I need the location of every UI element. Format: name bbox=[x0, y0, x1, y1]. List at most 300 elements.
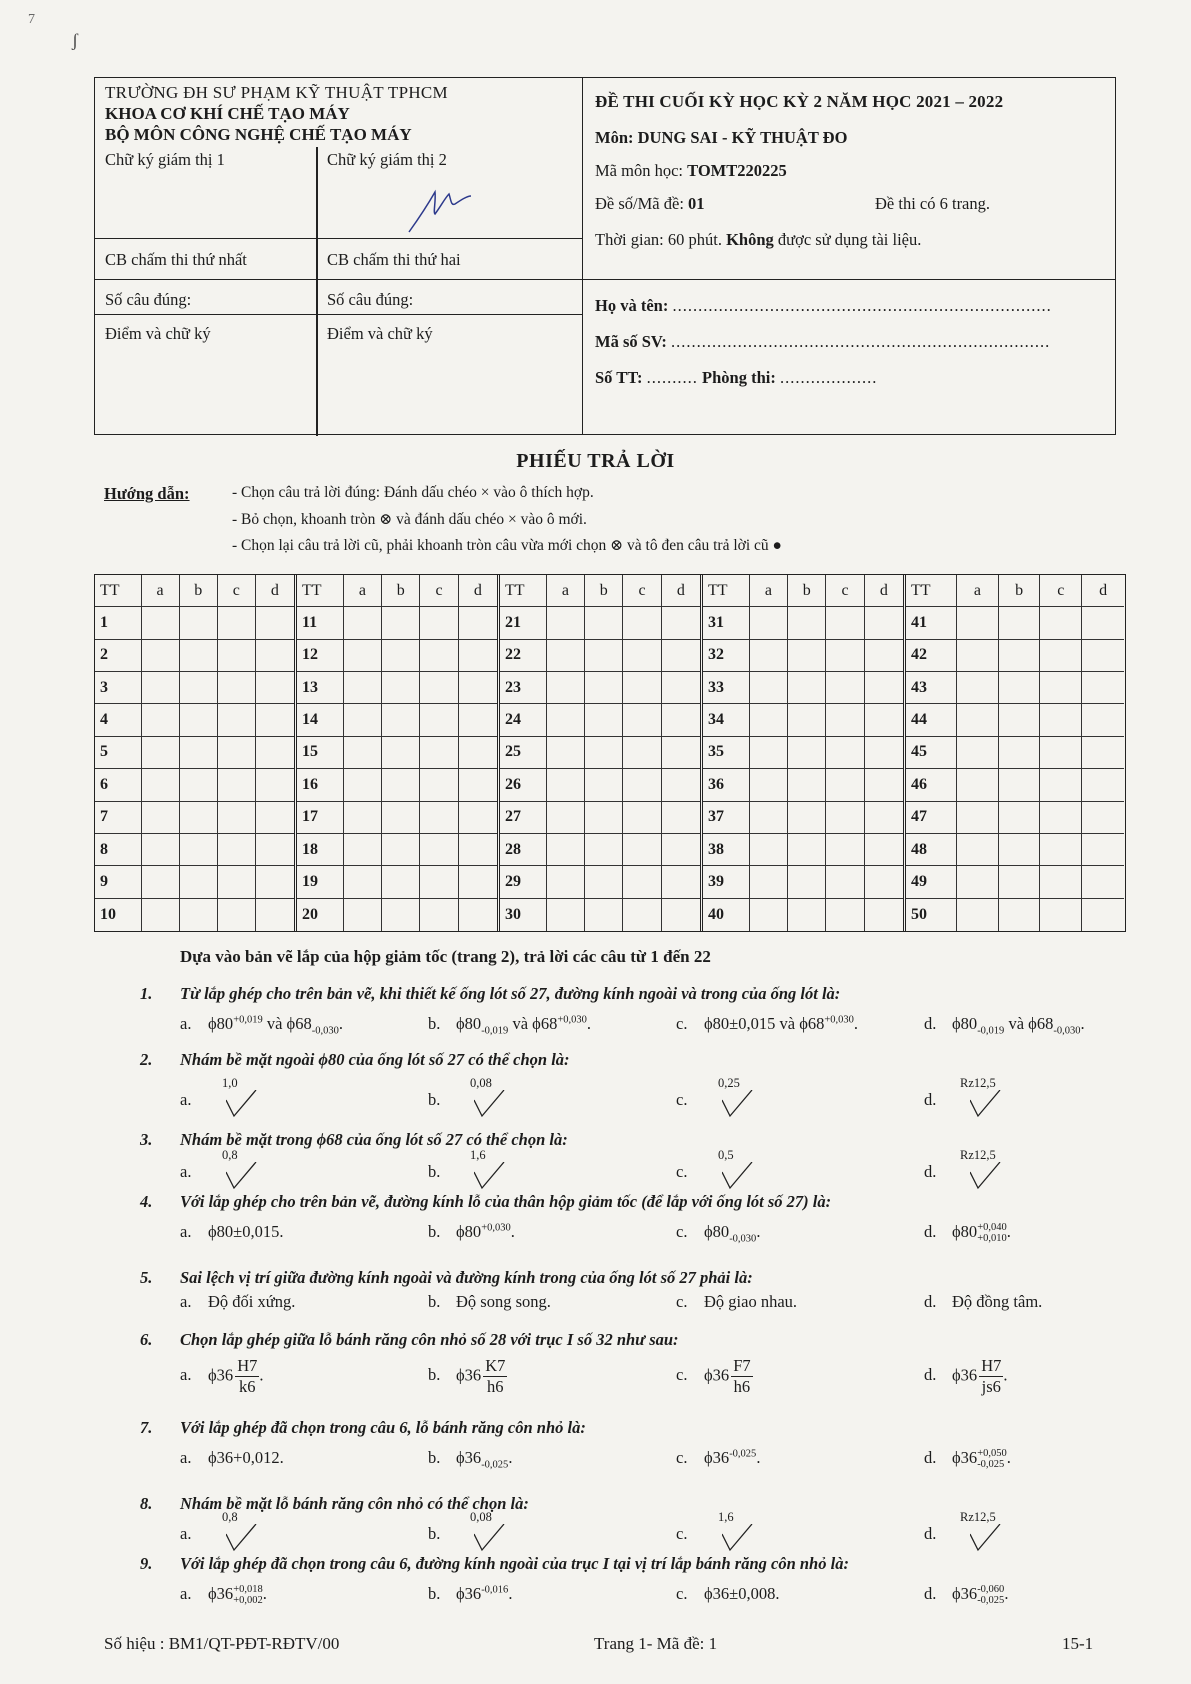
option-label: b. bbox=[428, 1089, 441, 1109]
answer-cell-a[interactable] bbox=[547, 899, 585, 931]
answer-cell-a[interactable] bbox=[750, 704, 788, 735]
option-label: c. bbox=[676, 1523, 688, 1543]
answer-cell-c[interactable] bbox=[420, 769, 458, 800]
q7-option-d[interactable] bbox=[924, 1448, 1011, 1470]
answer-cell-d[interactable] bbox=[662, 866, 700, 897]
answer-cell-b[interactable] bbox=[788, 704, 826, 735]
answer-row bbox=[95, 672, 294, 704]
answer-cell-b[interactable] bbox=[999, 802, 1041, 833]
q3-option-c[interactable] bbox=[676, 1148, 762, 1192]
answer-cell-b[interactable] bbox=[788, 866, 826, 897]
answer-cell-d[interactable] bbox=[1082, 769, 1124, 800]
answer-cell-a[interactable] bbox=[957, 866, 999, 897]
answer-cell-c[interactable] bbox=[1040, 640, 1082, 671]
answer-cell-b[interactable] bbox=[382, 769, 420, 800]
answer-cell-c[interactable] bbox=[218, 866, 256, 897]
answer-cell-c[interactable] bbox=[826, 769, 864, 800]
answer-cell-c[interactable] bbox=[1040, 607, 1082, 638]
answer-cell-c[interactable] bbox=[1040, 866, 1082, 897]
q1-option-c[interactable] bbox=[676, 1014, 858, 1034]
answer-cell-c[interactable] bbox=[826, 866, 864, 897]
q9-option-b[interactable] bbox=[428, 1584, 512, 1604]
answer-cell-b[interactable] bbox=[788, 672, 826, 703]
q6-option-a[interactable]: a. ϕ36 $\frac{H7}{k6}$ . bbox=[180, 1356, 264, 1396]
q4-option-d[interactable] bbox=[924, 1222, 1011, 1244]
answer-cell-c[interactable] bbox=[826, 672, 864, 703]
answer-cell-a[interactable] bbox=[344, 866, 382, 897]
answer-cell-d[interactable] bbox=[459, 802, 497, 833]
answer-cell-d[interactable] bbox=[865, 704, 903, 735]
answer-cell-b[interactable] bbox=[180, 899, 218, 931]
answer-cell-b[interactable] bbox=[382, 737, 420, 768]
answer-cell-c[interactable] bbox=[420, 834, 458, 865]
answer-cell-c[interactable] bbox=[218, 802, 256, 833]
answer-cell-d[interactable] bbox=[1082, 607, 1124, 638]
option-text: ϕ80±0,015 và ϕ68 bbox=[704, 1014, 825, 1033]
question-number-cell: 38 bbox=[703, 834, 750, 865]
faculty-name: KHOA CƠ KHÍ CHẾ TẠO MÁY bbox=[105, 104, 350, 123]
answer-cell-c[interactable] bbox=[826, 607, 864, 638]
question-3 bbox=[140, 1130, 568, 1150]
q5-option-d[interactable] bbox=[924, 1292, 1042, 1312]
answer-cell-c[interactable] bbox=[218, 704, 256, 735]
answer-cell-c[interactable] bbox=[218, 899, 256, 931]
answer-cell-b[interactable] bbox=[180, 802, 218, 833]
answer-cell-a[interactable] bbox=[547, 769, 585, 800]
answer-cell-d[interactable] bbox=[459, 672, 497, 703]
answer-cell-a[interactable] bbox=[547, 834, 585, 865]
answer-cell-c[interactable] bbox=[623, 769, 661, 800]
answer-cell-a[interactable] bbox=[750, 899, 788, 931]
answer-cell-b[interactable] bbox=[180, 769, 218, 800]
answer-cell-b[interactable] bbox=[585, 802, 623, 833]
question-number-cell: 13 bbox=[297, 672, 344, 703]
answer-cell-b[interactable] bbox=[788, 640, 826, 671]
answer-cell-c[interactable] bbox=[420, 866, 458, 897]
answer-cell-a[interactable] bbox=[142, 866, 180, 897]
upper-deviation: -0,016 bbox=[481, 1584, 509, 1596]
answer-cell-d[interactable] bbox=[865, 607, 903, 638]
question-number: 5. bbox=[140, 1268, 153, 1287]
answer-cell-d[interactable] bbox=[865, 737, 903, 768]
answer-cell-a[interactable] bbox=[957, 834, 999, 865]
upper-deviation: +0,030 bbox=[824, 1014, 854, 1026]
q4-option-c[interactable] bbox=[676, 1222, 760, 1244]
answer-cell-d[interactable] bbox=[1082, 802, 1124, 833]
question-number-cell: 15 bbox=[297, 737, 344, 768]
option-label: a. bbox=[180, 1014, 192, 1033]
answer-cell-a[interactable] bbox=[957, 640, 999, 671]
answer-cell-c[interactable] bbox=[826, 737, 864, 768]
q4-option-b[interactable] bbox=[428, 1222, 515, 1242]
answer-cell-d[interactable] bbox=[865, 802, 903, 833]
roughness-symbol-icon bbox=[704, 1510, 762, 1554]
answer-cell-c[interactable] bbox=[218, 769, 256, 800]
answer-cell-b[interactable] bbox=[999, 704, 1041, 735]
answer-cell-c[interactable] bbox=[218, 640, 256, 671]
answer-cell-b[interactable] bbox=[999, 607, 1041, 638]
answer-cell-c[interactable] bbox=[420, 704, 458, 735]
q9-option-c[interactable] bbox=[676, 1584, 780, 1604]
answer-cell-d[interactable] bbox=[662, 704, 700, 735]
answer-cell-d[interactable] bbox=[662, 802, 700, 833]
answer-cell-a[interactable] bbox=[957, 802, 999, 833]
answer-cell-d[interactable] bbox=[256, 640, 294, 671]
q5-option-a[interactable] bbox=[180, 1292, 295, 1312]
answer-cell-c[interactable] bbox=[623, 899, 661, 931]
answer-cell-c[interactable] bbox=[420, 802, 458, 833]
answer-cell-c[interactable] bbox=[420, 607, 458, 638]
answer-cell-b[interactable] bbox=[180, 704, 218, 735]
answer-cell-c[interactable] bbox=[826, 704, 864, 735]
option-text: . bbox=[510, 1222, 515, 1241]
answer-cell-d[interactable] bbox=[1082, 834, 1124, 865]
q2-option-a[interactable] bbox=[180, 1076, 266, 1120]
answer-cell-a[interactable] bbox=[957, 769, 999, 800]
answer-row bbox=[297, 866, 497, 898]
answer-cell-d[interactable] bbox=[1082, 737, 1124, 768]
answer-cell-d[interactable] bbox=[459, 866, 497, 897]
q4-option-a[interactable] bbox=[180, 1222, 284, 1242]
answer-cell-d[interactable] bbox=[1082, 704, 1124, 735]
answer-cell-b[interactable] bbox=[585, 672, 623, 703]
option-text: . bbox=[853, 1014, 859, 1033]
answer-cell-c[interactable] bbox=[420, 737, 458, 768]
answer-cell-c[interactable] bbox=[623, 640, 661, 671]
column-header-c: c bbox=[420, 575, 458, 606]
answer-cell-d[interactable] bbox=[662, 737, 700, 768]
answer-cell-c[interactable] bbox=[218, 607, 256, 638]
answer-cell-a[interactable] bbox=[957, 704, 999, 735]
answer-cell-d[interactable] bbox=[662, 769, 700, 800]
answer-cell-a[interactable] bbox=[750, 672, 788, 703]
q1-option-b[interactable] bbox=[428, 1014, 591, 1036]
answer-cell-a[interactable] bbox=[750, 640, 788, 671]
q2-option-b[interactable] bbox=[428, 1076, 514, 1120]
answer-cell-a[interactable] bbox=[142, 899, 180, 931]
answer-cell-b[interactable] bbox=[788, 769, 826, 800]
answer-cell-c[interactable] bbox=[218, 834, 256, 865]
option-label: c. bbox=[676, 1584, 688, 1603]
answer-cell-a[interactable] bbox=[142, 640, 180, 671]
answer-cell-c[interactable] bbox=[218, 672, 256, 703]
answer-cell-c[interactable] bbox=[623, 737, 661, 768]
answer-row bbox=[500, 607, 700, 639]
question-number-cell: 33 bbox=[703, 672, 750, 703]
q8-option-b[interactable] bbox=[428, 1510, 514, 1554]
answer-cell-a[interactable] bbox=[344, 834, 382, 865]
answer-cell-d[interactable] bbox=[459, 737, 497, 768]
answer-cell-c[interactable] bbox=[1040, 899, 1082, 931]
answer-cell-d[interactable] bbox=[662, 899, 700, 931]
answer-cell-a[interactable] bbox=[142, 607, 180, 638]
q3-option-b[interactable] bbox=[428, 1148, 514, 1192]
column-header-tt: TT bbox=[500, 575, 547, 606]
answer-cell-a[interactable] bbox=[344, 769, 382, 800]
answer-cell-b[interactable] bbox=[585, 640, 623, 671]
answer-cell-a[interactable] bbox=[750, 769, 788, 800]
answer-cell-b[interactable] bbox=[180, 834, 218, 865]
answer-row bbox=[500, 899, 700, 931]
answer-cell-c[interactable] bbox=[1040, 704, 1082, 735]
answer-cell-b[interactable] bbox=[999, 899, 1041, 931]
answer-cell-a[interactable] bbox=[142, 834, 180, 865]
exam-header bbox=[94, 77, 1116, 435]
answer-cell-a[interactable] bbox=[750, 866, 788, 897]
answer-cell-d[interactable] bbox=[1082, 866, 1124, 897]
answer-cell-b[interactable] bbox=[788, 834, 826, 865]
answer-cell-c[interactable] bbox=[623, 607, 661, 638]
answer-cell-c[interactable] bbox=[218, 737, 256, 768]
answer-cell-b[interactable] bbox=[585, 834, 623, 865]
answer-cell-b[interactable] bbox=[585, 866, 623, 897]
answer-cell-a[interactable] bbox=[344, 802, 382, 833]
answer-cell-b[interactable] bbox=[382, 704, 420, 735]
subject-row bbox=[595, 128, 847, 148]
room-field[interactable]: ................... bbox=[779, 368, 878, 387]
answer-cell-a[interactable] bbox=[344, 737, 382, 768]
answer-cell-d[interactable] bbox=[256, 866, 294, 897]
answer-cell-b[interactable] bbox=[788, 607, 826, 638]
answer-cell-a[interactable] bbox=[547, 672, 585, 703]
answer-cell-a[interactable] bbox=[957, 737, 999, 768]
question-number-cell: 28 bbox=[500, 834, 547, 865]
answer-cell-d[interactable] bbox=[256, 802, 294, 833]
answer-cell-b[interactable] bbox=[180, 640, 218, 671]
question-number-cell: 22 bbox=[500, 640, 547, 671]
q1-option-a[interactable] bbox=[180, 1014, 343, 1036]
answer-cell-a[interactable] bbox=[547, 866, 585, 897]
answer-cell-b[interactable] bbox=[382, 899, 420, 931]
upper-deviation: -0,025 bbox=[729, 1448, 757, 1460]
answer-cell-b[interactable] bbox=[585, 607, 623, 638]
q5-option-c[interactable] bbox=[676, 1292, 797, 1312]
answer-cell-a[interactable] bbox=[142, 737, 180, 768]
answer-cell-d[interactable] bbox=[256, 607, 294, 638]
answer-cell-a[interactable] bbox=[344, 704, 382, 735]
answer-cell-a[interactable] bbox=[344, 607, 382, 638]
question-number-cell: 20 bbox=[297, 899, 344, 931]
answer-cell-b[interactable] bbox=[788, 802, 826, 833]
q8-option-d[interactable] bbox=[924, 1510, 1010, 1554]
answer-cell-d[interactable] bbox=[256, 737, 294, 768]
seat-number-field[interactable]: .......... bbox=[646, 368, 698, 387]
answer-cell-c[interactable] bbox=[826, 802, 864, 833]
question-number-cell: 12 bbox=[297, 640, 344, 671]
answer-row bbox=[297, 802, 497, 834]
q2-option-d[interactable] bbox=[924, 1076, 1010, 1120]
answer-cell-b[interactable] bbox=[999, 834, 1041, 865]
answer-cell-c[interactable] bbox=[826, 834, 864, 865]
answer-cell-a[interactable] bbox=[547, 802, 585, 833]
answer-cell-b[interactable] bbox=[788, 737, 826, 768]
q1-option-d[interactable] bbox=[924, 1014, 1085, 1036]
question-text: Với lắp ghép đã chọn trong câu 6, lỗ bánh răng côn nhỏ là: bbox=[180, 1418, 586, 1437]
column-header-tt: TT bbox=[906, 575, 957, 606]
answer-cell-c[interactable] bbox=[623, 802, 661, 833]
question-number-cell: 43 bbox=[906, 672, 957, 703]
answer-cell-d[interactable] bbox=[256, 769, 294, 800]
roughness-symbol-icon bbox=[208, 1510, 266, 1554]
answer-cell-a[interactable] bbox=[750, 834, 788, 865]
roughness-value: 1,6 bbox=[718, 1510, 734, 1524]
answer-cell-d[interactable] bbox=[1082, 672, 1124, 703]
option-text: ϕ36 bbox=[208, 1584, 234, 1603]
q2-option-c[interactable] bbox=[676, 1076, 762, 1120]
answer-cell-d[interactable] bbox=[459, 704, 497, 735]
option-text: ϕ36 bbox=[456, 1365, 482, 1385]
answer-cell-c[interactable] bbox=[623, 834, 661, 865]
answer-cell-d[interactable] bbox=[256, 704, 294, 735]
answer-cell-b[interactable] bbox=[788, 899, 826, 931]
answer-cell-b[interactable] bbox=[999, 769, 1041, 800]
answer-cell-d[interactable] bbox=[865, 834, 903, 865]
answer-cell-a[interactable] bbox=[547, 704, 585, 735]
q7-option-c[interactable] bbox=[676, 1448, 760, 1468]
q5-option-b[interactable] bbox=[428, 1292, 551, 1312]
answer-cell-d[interactable] bbox=[459, 607, 497, 638]
answer-cell-b[interactable] bbox=[585, 769, 623, 800]
answer-cell-c[interactable] bbox=[1040, 769, 1082, 800]
answer-cell-b[interactable] bbox=[180, 672, 218, 703]
q3-option-d[interactable] bbox=[924, 1148, 1010, 1192]
exam-title: ĐỀ THI CUỐI KỲ HỌC KỲ 2 NĂM HỌC 2021 – 2022 bbox=[595, 92, 1004, 111]
answer-cell-d[interactable] bbox=[1082, 899, 1124, 931]
q6-option-b[interactable] bbox=[428, 1356, 507, 1397]
answer-cell-b[interactable] bbox=[180, 607, 218, 638]
q7-option-a[interactable] bbox=[180, 1448, 284, 1468]
answer-cell-c[interactable] bbox=[420, 672, 458, 703]
student-name-field[interactable]: .......................................................................... bbox=[672, 296, 1052, 315]
answer-cell-d[interactable] bbox=[865, 672, 903, 703]
answer-cell-c[interactable] bbox=[1040, 802, 1082, 833]
answer-cell-a[interactable] bbox=[957, 672, 999, 703]
option-label: a. bbox=[180, 1222, 192, 1241]
answer-cell-a[interactable] bbox=[750, 737, 788, 768]
answer-cell-c[interactable] bbox=[1040, 737, 1082, 768]
answer-cell-c[interactable] bbox=[420, 640, 458, 671]
q9-option-a[interactable] bbox=[180, 1584, 267, 1606]
questions-intro: Dựa vào bản vẽ lắp của hộp giảm tốc (trang 2), trả lời các câu từ 1 đến 22 bbox=[180, 947, 711, 966]
answer-cell-c[interactable] bbox=[1040, 672, 1082, 703]
answer-cell-d[interactable] bbox=[256, 834, 294, 865]
option-text: và ϕ68 bbox=[262, 1014, 312, 1033]
q3-option-a[interactable] bbox=[180, 1148, 266, 1192]
option-label: a. bbox=[180, 1365, 192, 1385]
q9-option-d[interactable] bbox=[924, 1584, 1008, 1606]
fit-fraction bbox=[235, 1356, 259, 1397]
answer-cell-d[interactable] bbox=[256, 672, 294, 703]
answer-cell-b[interactable] bbox=[999, 640, 1041, 671]
answer-cell-a[interactable] bbox=[547, 640, 585, 671]
answer-cell-b[interactable] bbox=[180, 737, 218, 768]
answer-cell-a[interactable] bbox=[957, 899, 999, 931]
answer-cell-a[interactable] bbox=[142, 802, 180, 833]
answer-cell-d[interactable] bbox=[459, 640, 497, 671]
answer-cell-d[interactable] bbox=[662, 834, 700, 865]
answer-cell-b[interactable] bbox=[382, 802, 420, 833]
answer-cell-c[interactable] bbox=[623, 704, 661, 735]
option-text: Độ đồng tâm. bbox=[952, 1292, 1043, 1311]
column-header-c: c bbox=[1040, 575, 1082, 606]
answer-cell-d[interactable] bbox=[662, 640, 700, 671]
answer-cell-d[interactable] bbox=[459, 769, 497, 800]
answer-cell-d[interactable] bbox=[459, 834, 497, 865]
q8-option-a[interactable] bbox=[180, 1510, 266, 1554]
answer-cell-d[interactable] bbox=[256, 899, 294, 931]
question-number-cell: 34 bbox=[703, 704, 750, 735]
answer-cell-b[interactable] bbox=[585, 704, 623, 735]
answer-cell-b[interactable] bbox=[382, 834, 420, 865]
roughness-value: 0,25 bbox=[718, 1076, 740, 1090]
answer-cell-d[interactable] bbox=[865, 640, 903, 671]
answer-cell-a[interactable] bbox=[142, 672, 180, 703]
answer-cell-d[interactable] bbox=[865, 769, 903, 800]
answer-group-1 bbox=[95, 575, 297, 931]
answer-row bbox=[500, 672, 700, 704]
answer-cell-b[interactable] bbox=[999, 672, 1041, 703]
q8-option-c[interactable] bbox=[676, 1510, 762, 1554]
answer-cell-b[interactable] bbox=[999, 866, 1041, 897]
answer-cell-a[interactable] bbox=[344, 640, 382, 671]
answer-cell-d[interactable] bbox=[1082, 640, 1124, 671]
answer-row bbox=[95, 704, 294, 736]
q6-option-c[interactable] bbox=[676, 1356, 753, 1397]
answer-cell-c[interactable] bbox=[826, 640, 864, 671]
answer-cell-b[interactable] bbox=[999, 737, 1041, 768]
answer-cell-c[interactable] bbox=[623, 866, 661, 897]
answer-cell-d[interactable] bbox=[459, 899, 497, 931]
answer-cell-a[interactable] bbox=[344, 672, 382, 703]
question-7 bbox=[140, 1418, 586, 1438]
answer-cell-a[interactable] bbox=[957, 607, 999, 638]
student-id-field[interactable]: .......................................................................... bbox=[670, 332, 1051, 351]
option-label: d. bbox=[924, 1089, 937, 1109]
answer-cell-a[interactable] bbox=[750, 607, 788, 638]
answer-cell-c[interactable] bbox=[826, 899, 864, 931]
answer-cell-b[interactable] bbox=[382, 607, 420, 638]
option-text: ϕ36 bbox=[704, 1365, 730, 1385]
option-text: ϕ36 bbox=[456, 1448, 482, 1467]
answer-cell-b[interactable] bbox=[585, 737, 623, 768]
answer-cell-d[interactable] bbox=[865, 866, 903, 897]
answer-cell-b[interactable] bbox=[180, 866, 218, 897]
course-code-row bbox=[595, 161, 787, 181]
roughness-symbol-icon bbox=[952, 1148, 1010, 1192]
q6-option-d[interactable]: d. ϕ36 $\frac{H7}{js6}$ . bbox=[924, 1356, 1008, 1396]
answer-cell-a[interactable] bbox=[547, 737, 585, 768]
answer-cell-b[interactable] bbox=[382, 640, 420, 671]
q7-option-b[interactable] bbox=[428, 1448, 512, 1470]
answer-cell-a[interactable] bbox=[547, 607, 585, 638]
roughness-value: 0,8 bbox=[222, 1510, 238, 1524]
answer-cell-d[interactable] bbox=[662, 672, 700, 703]
answer-cell-b[interactable] bbox=[585, 899, 623, 931]
lower-deviation: -0,030 bbox=[311, 1025, 339, 1037]
option-text: ϕ80 bbox=[704, 1222, 730, 1241]
answer-cell-a[interactable] bbox=[344, 899, 382, 931]
answer-cell-b[interactable] bbox=[382, 866, 420, 897]
answer-cell-d[interactable] bbox=[865, 899, 903, 931]
answer-cell-a[interactable] bbox=[142, 769, 180, 800]
answer-cell-c[interactable] bbox=[420, 899, 458, 931]
answer-cell-a[interactable] bbox=[142, 704, 180, 735]
answer-cell-c[interactable] bbox=[1040, 834, 1082, 865]
answer-cell-c[interactable] bbox=[623, 672, 661, 703]
answer-cell-a[interactable] bbox=[750, 802, 788, 833]
answer-cell-d[interactable] bbox=[662, 607, 700, 638]
answer-cell-b[interactable] bbox=[382, 672, 420, 703]
